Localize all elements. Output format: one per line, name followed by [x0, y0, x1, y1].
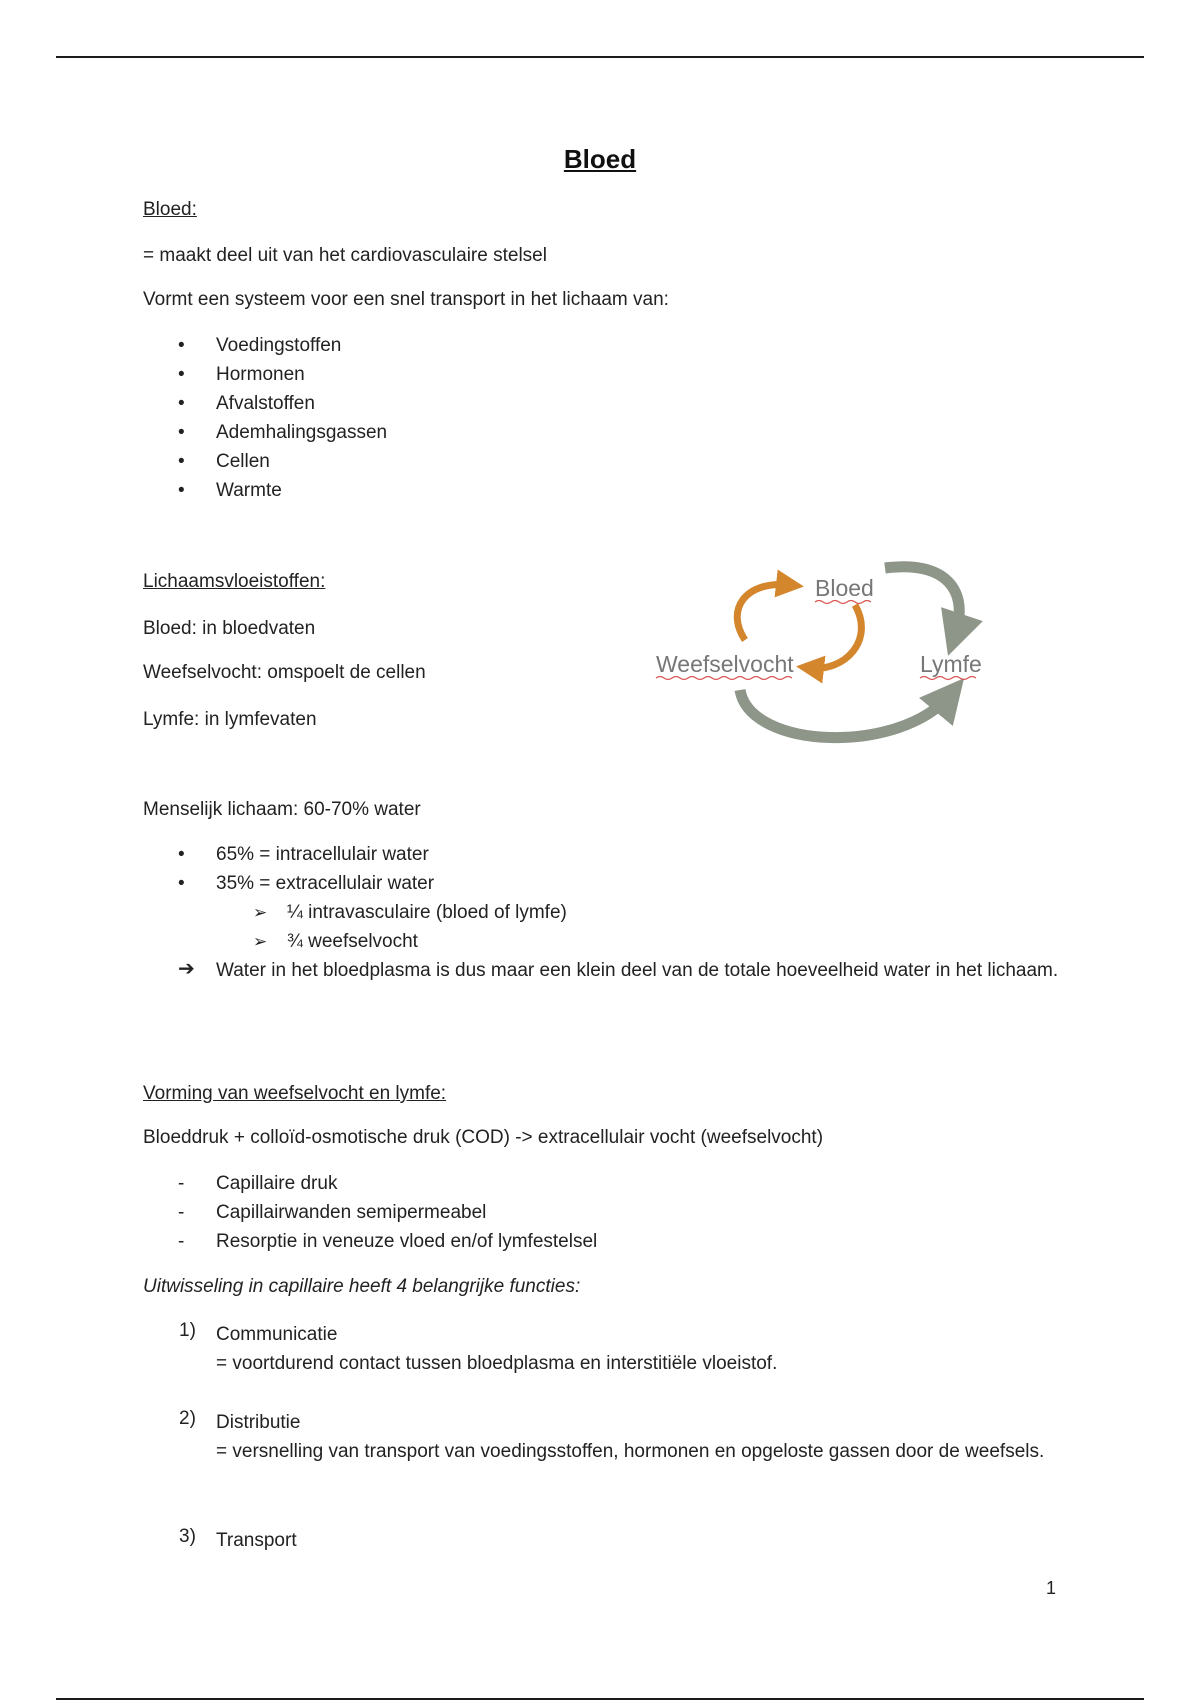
dash-bullet-icon: -: [178, 1173, 185, 1194]
formation-list: [143, 1172, 597, 1259]
arrowhead-bullet-icon: ➢: [253, 932, 268, 951]
dash-bullet-icon: -: [178, 1202, 185, 1223]
list-item: • Warmte: [178, 480, 282, 501]
bullet-icon: •: [178, 844, 185, 865]
bullet-icon: •: [178, 451, 185, 472]
blood-definition: = maakt deel uit van het cardiovasculaire stelsel: [143, 245, 547, 266]
bullet-icon: •: [178, 393, 185, 414]
list-item: ➢ ¾ weefselvocht: [253, 931, 418, 952]
dash-bullet-icon: -: [178, 1231, 185, 1252]
section-heading-formation: Vorming van weefselvocht en lymfe:: [143, 1083, 447, 1104]
diagram-label-tissue: Weefselvocht: [656, 651, 794, 677]
bullet-icon: •: [178, 480, 185, 501]
blood-to-tissue-arrow: [810, 605, 861, 668]
fluid-cycle-diagram: [650, 560, 1000, 750]
list-item: ➢ ¼ intravasculaire (bloed of lymfe): [253, 902, 567, 923]
list-item: • 35% = extracellulair water: [178, 873, 435, 894]
page-number: 1: [1046, 1578, 1057, 1598]
list-item: • Ademhalingsgassen: [178, 422, 388, 443]
fluid-line-tissue: Weefselvocht: omspoelt de cellen: [143, 662, 426, 683]
blood-to-lymph-arrow: [885, 567, 959, 635]
bullet-icon: •: [178, 422, 185, 443]
diagram-label-blood: Bloed: [815, 575, 874, 601]
page-title: Bloed: [563, 144, 637, 174]
header-rule: [56, 56, 1144, 58]
formation-formula: Bloeddruk + colloïd-osmotische druk (COD) -> extracellulair vocht (weefselvocht): [143, 1127, 824, 1148]
water-conclusion: ➔ Water in het bloedplasma is dus maar een klein deel van de totale hoeveelheid water in het lichaam.: [178, 958, 1059, 981]
function-item: 3) Transport: [179, 1526, 297, 1551]
functions-intro: Uitwisseling in capillaire heeft 4 belangrijke functies:: [143, 1276, 581, 1297]
list-item: - Resorptie in veneuze vloed en/of lymfestelsel: [178, 1231, 598, 1252]
function-item: 2) Distributie = versnelling van transport van voedingsstoffen, hormonen en opgeloste gassen door de weefsels.: [179, 1408, 1045, 1462]
list-item: • Voedingstoffen: [178, 335, 342, 356]
list-item: - Capillairwanden semipermeabel: [178, 1202, 487, 1223]
list-item: • Afvalstoffen: [178, 393, 315, 414]
list-item: - Capillaire druk: [178, 1173, 338, 1194]
blood-intro: Vormt een systeem voor een snel transport in het lichaam van:: [143, 289, 669, 310]
bullet-icon: •: [178, 335, 185, 356]
tissue-to-lymph-arrow: [740, 690, 950, 738]
list-item: • Hormonen: [178, 364, 305, 385]
diagram-label-lymph: Lymfe: [920, 651, 982, 677]
water-sub-list: [143, 901, 567, 959]
water-list: [143, 843, 434, 901]
section-heading-blood: Bloed:: [143, 199, 197, 220]
tissue-to-blood-arrow: [737, 584, 790, 640]
water-intro: Menselijk lichaam: 60-70% water: [143, 799, 421, 820]
arrowhead-bullet-icon: ➢: [253, 903, 268, 922]
transport-list: [143, 334, 387, 508]
function-item: 1) Communicatie = voortdurend contact tussen bloedplasma en interstitiële vloeistof.: [179, 1320, 778, 1374]
list-item: • 65% = intracellulair water: [178, 844, 429, 865]
section-heading-fluids: Lichaamsvloeistoffen:: [143, 571, 326, 592]
bullet-icon: •: [178, 873, 185, 894]
fluid-line-blood: Bloed: in bloedvaten: [143, 618, 316, 639]
list-item: • Cellen: [178, 451, 270, 472]
fluid-line-lymph: Lymfe: in lymfevaten: [143, 709, 317, 730]
bullet-icon: •: [178, 364, 185, 385]
right-arrow-icon: ➔: [178, 958, 195, 980]
